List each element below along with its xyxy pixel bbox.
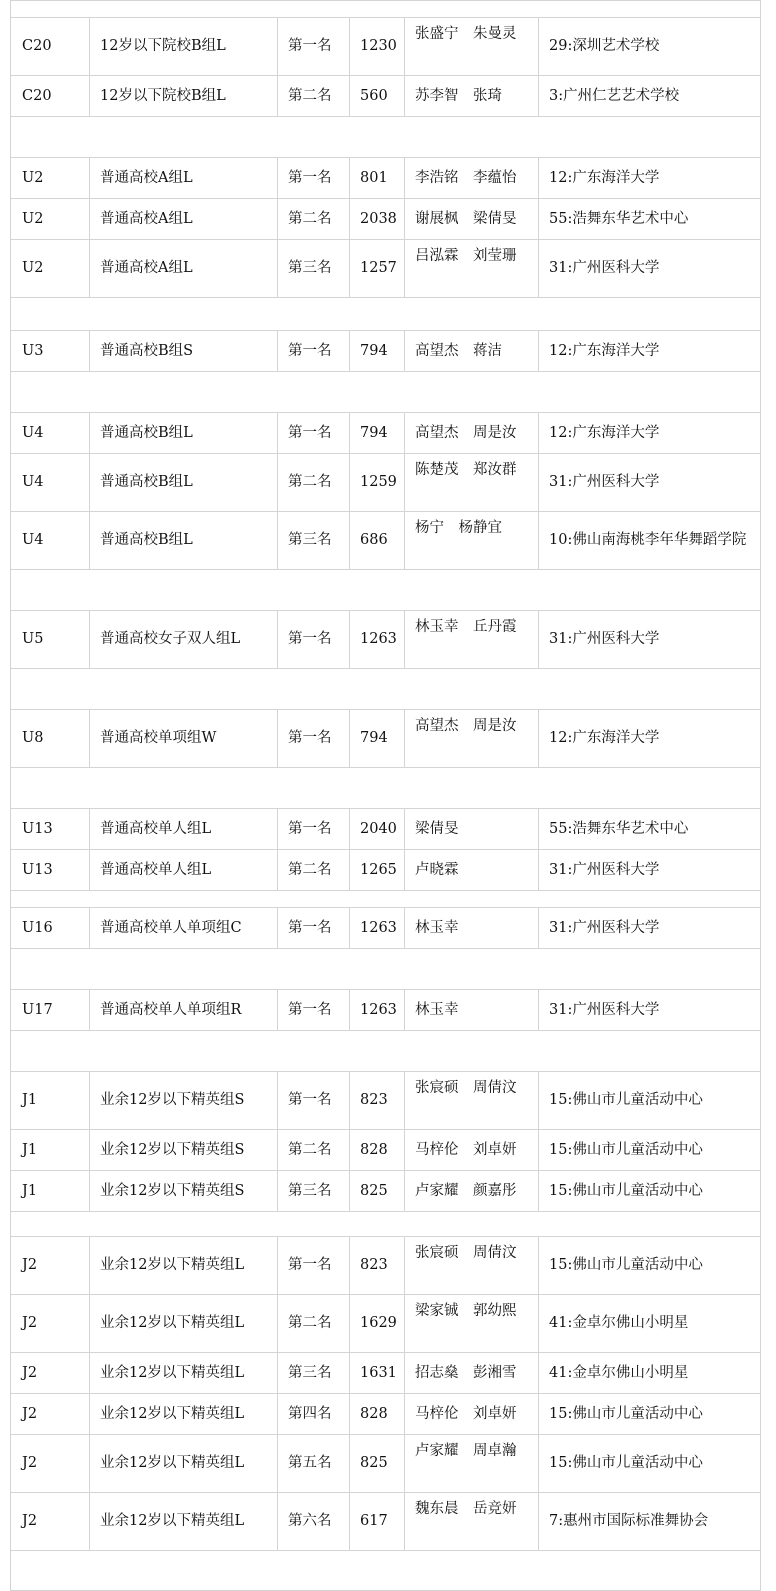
placement-cell: 第二名 <box>278 1130 350 1171</box>
competitor-names-cell: 魏东晨 岳竞妍 <box>405 1493 539 1551</box>
entry-number-cell: 1257 <box>350 240 405 298</box>
event-group-cell: 普通高校单人单项组C <box>90 908 278 949</box>
organization-cell: 31:广州医科大学 <box>539 908 761 949</box>
organization-cell: 31:广州医科大学 <box>539 611 761 669</box>
competitor-names-cell: 林玉幸 丘丹霞 <box>405 611 539 669</box>
event-group-cell: 普通高校女子双人组L <box>90 611 278 669</box>
event-code-cell: U13 <box>11 809 90 850</box>
organization-cell: 55:浩舞东华艺术中心 <box>539 809 761 850</box>
event-group-cell: 业余12岁以下精英组S <box>90 1130 278 1171</box>
entry-number-cell: 2038 <box>350 199 405 240</box>
placement-cell: 第二名 <box>278 850 350 891</box>
table-row <box>11 158 761 199</box>
table-row <box>11 809 761 850</box>
entry-number-cell: 1259 <box>350 454 405 512</box>
table-row <box>11 413 761 454</box>
table-row <box>11 908 761 949</box>
event-group-cell: 12岁以下院校B组L <box>90 18 278 76</box>
event-code-cell: U4 <box>11 454 90 512</box>
competitor-names-cell: 林玉幸 <box>405 908 539 949</box>
organization-cell: 31:广州医科大学 <box>539 240 761 298</box>
event-group-cell: 业余12岁以下精英组L <box>90 1237 278 1295</box>
table-row <box>11 199 761 240</box>
placement-cell: 第三名 <box>278 1353 350 1394</box>
organization-cell: 12:广东海洋大学 <box>539 158 761 199</box>
separator-cell <box>11 1031 761 1072</box>
table-row <box>11 76 761 117</box>
event-code-cell: U2 <box>11 199 90 240</box>
competitor-names-cell: 陈楚茂 郑汝群 <box>405 454 539 512</box>
event-code-cell: J2 <box>11 1295 90 1353</box>
organization-cell: 3:广州仁艺艺术学校 <box>539 76 761 117</box>
event-group-cell: 业余12岁以下精英组L <box>90 1353 278 1394</box>
separator-cell <box>11 1 761 18</box>
event-group-cell: 普通高校B组L <box>90 512 278 570</box>
competitor-names-cell: 卢家耀 周卓瀚 <box>405 1435 539 1493</box>
separator-row <box>11 891 761 908</box>
event-code-cell: J2 <box>11 1435 90 1493</box>
table-row <box>11 512 761 570</box>
table-row <box>11 1493 761 1551</box>
table-row <box>11 850 761 891</box>
organization-cell: 12:广东海洋大学 <box>539 710 761 768</box>
table-row <box>11 1353 761 1394</box>
event-group-cell: 业余12岁以下精英组S <box>90 1072 278 1130</box>
organization-cell: 31:广州医科大学 <box>539 990 761 1031</box>
event-code-cell: U13 <box>11 850 90 891</box>
separator-cell <box>11 891 761 908</box>
event-code-cell: J2 <box>11 1237 90 1295</box>
table-row <box>11 990 761 1031</box>
entry-number-cell: 1263 <box>350 908 405 949</box>
separator-row <box>11 669 761 710</box>
competitor-names-cell: 苏李智 张琦 <box>405 76 539 117</box>
entry-number-cell: 794 <box>350 710 405 768</box>
organization-cell: 12:广东海洋大学 <box>539 413 761 454</box>
competitor-names-cell: 卢家耀 颜嘉彤 <box>405 1171 539 1212</box>
results-body <box>11 1 761 1591</box>
event-code-cell: C20 <box>11 76 90 117</box>
separator-cell <box>11 1551 761 1591</box>
separator-row <box>11 1031 761 1072</box>
organization-cell: 7:惠州市国际标准舞协会 <box>539 1493 761 1551</box>
entry-number-cell: 823 <box>350 1237 405 1295</box>
event-code-cell: U4 <box>11 413 90 454</box>
placement-cell: 第二名 <box>278 454 350 512</box>
table-row <box>11 331 761 372</box>
competitor-names-cell: 高望杰 周是汝 <box>405 413 539 454</box>
competitor-names-cell: 高望杰 蒋洁 <box>405 331 539 372</box>
event-code-cell: U5 <box>11 611 90 669</box>
event-code-cell: U2 <box>11 158 90 199</box>
entry-number-cell: 2040 <box>350 809 405 850</box>
event-code-cell: J2 <box>11 1394 90 1435</box>
event-group-cell: 普通高校单人组L <box>90 850 278 891</box>
organization-cell: 15:佛山市儿童活动中心 <box>539 1394 761 1435</box>
entry-number-cell: 1265 <box>350 850 405 891</box>
event-group-cell: 普通高校B组S <box>90 331 278 372</box>
table-row <box>11 18 761 76</box>
separator-row <box>11 1212 761 1237</box>
organization-cell: 15:佛山市儿童活动中心 <box>539 1171 761 1212</box>
organization-cell: 55:浩舞东华艺术中心 <box>539 199 761 240</box>
event-group-cell: 普通高校A组L <box>90 199 278 240</box>
table-row <box>11 1237 761 1295</box>
entry-number-cell: 794 <box>350 413 405 454</box>
event-code-cell: U2 <box>11 240 90 298</box>
separator-cell <box>11 570 761 611</box>
organization-cell: 29:深圳艺术学校 <box>539 18 761 76</box>
placement-cell: 第一名 <box>278 158 350 199</box>
event-group-cell: 业余12岁以下精英组L <box>90 1435 278 1493</box>
table-row <box>11 611 761 669</box>
entry-number-cell: 1629 <box>350 1295 405 1353</box>
entry-number-cell: 1631 <box>350 1353 405 1394</box>
competitor-names-cell: 梁家铖 郭幼熙 <box>405 1295 539 1353</box>
placement-cell: 第一名 <box>278 413 350 454</box>
event-group-cell: 普通高校B组L <box>90 454 278 512</box>
event-group-cell: 业余12岁以下精英组L <box>90 1493 278 1551</box>
table-row <box>11 240 761 298</box>
separator-row <box>11 1551 761 1591</box>
placement-cell: 第一名 <box>278 18 350 76</box>
event-group-cell: 业余12岁以下精英组S <box>90 1171 278 1212</box>
placement-cell: 第一名 <box>278 710 350 768</box>
placement-cell: 第二名 <box>278 76 350 117</box>
placement-cell: 第一名 <box>278 1072 350 1130</box>
competitor-names-cell: 招志燊 彭湘雪 <box>405 1353 539 1394</box>
competitor-names-cell: 梁倩旻 <box>405 809 539 850</box>
organization-cell: 15:佛山市儿童活动中心 <box>539 1130 761 1171</box>
separator-row <box>11 298 761 331</box>
separator-row <box>11 372 761 413</box>
placement-cell: 第三名 <box>278 512 350 570</box>
competitor-names-cell: 马梓伦 刘卓妍 <box>405 1394 539 1435</box>
competitor-names-cell: 张宸硕 周倩汶 <box>405 1237 539 1295</box>
placement-cell: 第一名 <box>278 611 350 669</box>
event-group-cell: 12岁以下院校B组L <box>90 76 278 117</box>
event-code-cell: C20 <box>11 18 90 76</box>
event-group-cell: 普通高校A组L <box>90 240 278 298</box>
organization-cell: 41:金卓尔佛山小明星 <box>539 1353 761 1394</box>
placement-cell: 第五名 <box>278 1435 350 1493</box>
placement-cell: 第一名 <box>278 331 350 372</box>
competitor-names-cell: 李浩铭 李蕴怡 <box>405 158 539 199</box>
event-code-cell: J2 <box>11 1353 90 1394</box>
event-group-cell: 业余12岁以下精英组L <box>90 1394 278 1435</box>
separator-cell <box>11 669 761 710</box>
organization-cell: 15:佛山市儿童活动中心 <box>539 1237 761 1295</box>
competitor-names-cell: 吕泓霖 刘莹珊 <box>405 240 539 298</box>
placement-cell: 第三名 <box>278 240 350 298</box>
table-row <box>11 710 761 768</box>
separator-cell <box>11 768 761 809</box>
results-table <box>10 0 761 1591</box>
table-row <box>11 454 761 512</box>
competitor-names-cell: 马梓伦 刘卓妍 <box>405 1130 539 1171</box>
entry-number-cell: 1263 <box>350 990 405 1031</box>
entry-number-cell: 823 <box>350 1072 405 1130</box>
competitor-names-cell: 高望杰 周是汝 <box>405 710 539 768</box>
separator-cell <box>11 372 761 413</box>
event-code-cell: U4 <box>11 512 90 570</box>
entry-number-cell: 560 <box>350 76 405 117</box>
organization-cell: 31:广州医科大学 <box>539 454 761 512</box>
entry-number-cell: 1230 <box>350 18 405 76</box>
event-code-cell: U17 <box>11 990 90 1031</box>
event-group-cell: 普通高校B组L <box>90 413 278 454</box>
competitor-names-cell: 杨宁 杨静宜 <box>405 512 539 570</box>
separator-row <box>11 570 761 611</box>
event-group-cell: 普通高校单项组W <box>90 710 278 768</box>
organization-cell: 31:广州医科大学 <box>539 850 761 891</box>
entry-number-cell: 825 <box>350 1435 405 1493</box>
event-code-cell: J1 <box>11 1130 90 1171</box>
organization-cell: 41:金卓尔佛山小明星 <box>539 1295 761 1353</box>
organization-cell: 10:佛山南海桃李年华舞蹈学院 <box>539 512 761 570</box>
table-row <box>11 1130 761 1171</box>
event-code-cell: J1 <box>11 1171 90 1212</box>
event-group-cell: 普通高校单人组L <box>90 809 278 850</box>
placement-cell: 第二名 <box>278 199 350 240</box>
organization-cell: 15:佛山市儿童活动中心 <box>539 1072 761 1130</box>
organization-cell: 15:佛山市儿童活动中心 <box>539 1435 761 1493</box>
competitor-names-cell: 张宸硕 周倩汶 <box>405 1072 539 1130</box>
event-code-cell: U3 <box>11 331 90 372</box>
event-group-cell: 普通高校单人单项组R <box>90 990 278 1031</box>
competitor-names-cell: 张盛宁 朱曼灵 <box>405 18 539 76</box>
entry-number-cell: 825 <box>350 1171 405 1212</box>
separator-cell <box>11 298 761 331</box>
event-code-cell: U8 <box>11 710 90 768</box>
separator-cell <box>11 949 761 990</box>
event-group-cell: 业余12岁以下精英组L <box>90 1295 278 1353</box>
entry-number-cell: 828 <box>350 1394 405 1435</box>
organization-cell: 12:广东海洋大学 <box>539 331 761 372</box>
placement-cell: 第一名 <box>278 1237 350 1295</box>
entry-number-cell: 794 <box>350 331 405 372</box>
competitor-names-cell: 谢展枫 梁倩旻 <box>405 199 539 240</box>
separator-row <box>11 768 761 809</box>
separator-row <box>11 1 761 18</box>
placement-cell: 第一名 <box>278 908 350 949</box>
table-row <box>11 1435 761 1493</box>
entry-number-cell: 617 <box>350 1493 405 1551</box>
table-row <box>11 1394 761 1435</box>
competitor-names-cell: 林玉幸 <box>405 990 539 1031</box>
placement-cell: 第一名 <box>278 809 350 850</box>
separator-cell <box>11 1212 761 1237</box>
placement-cell: 第一名 <box>278 990 350 1031</box>
event-code-cell: J2 <box>11 1493 90 1551</box>
event-group-cell: 普通高校A组L <box>90 158 278 199</box>
placement-cell: 第六名 <box>278 1493 350 1551</box>
entry-number-cell: 1263 <box>350 611 405 669</box>
event-code-cell: J1 <box>11 1072 90 1130</box>
placement-cell: 第四名 <box>278 1394 350 1435</box>
entry-number-cell: 828 <box>350 1130 405 1171</box>
table-row <box>11 1295 761 1353</box>
placement-cell: 第二名 <box>278 1295 350 1353</box>
separator-row <box>11 949 761 990</box>
table-row <box>11 1072 761 1130</box>
event-code-cell: U16 <box>11 908 90 949</box>
separator-cell <box>11 117 761 158</box>
entry-number-cell: 801 <box>350 158 405 199</box>
table-row <box>11 1171 761 1212</box>
separator-row <box>11 117 761 158</box>
competitor-names-cell: 卢晓霖 <box>405 850 539 891</box>
placement-cell: 第三名 <box>278 1171 350 1212</box>
entry-number-cell: 686 <box>350 512 405 570</box>
